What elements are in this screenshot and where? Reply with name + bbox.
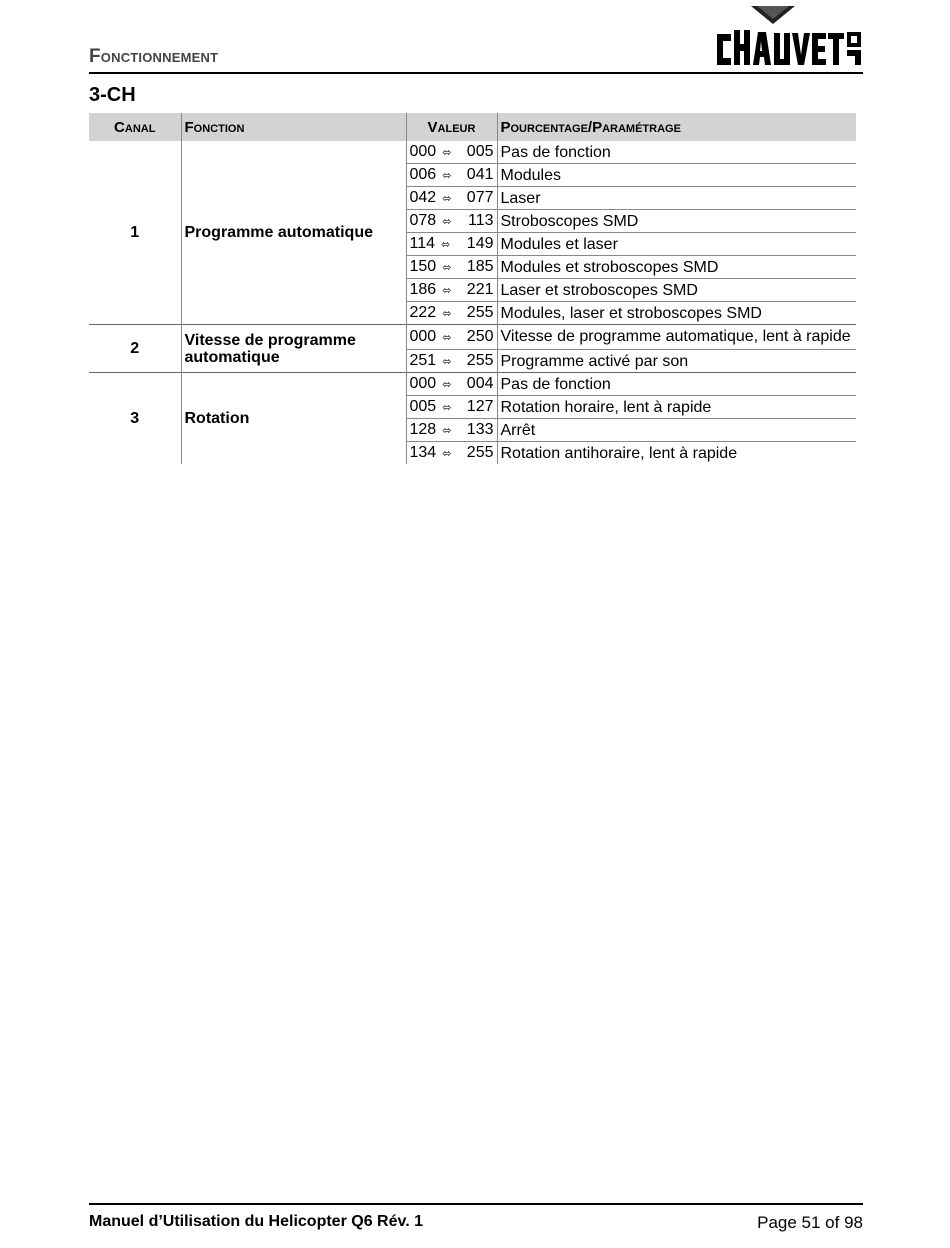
double-arrow-icon: ⬄ — [441, 238, 451, 251]
double-arrow-icon: ⬄ — [442, 307, 452, 320]
value-from: 114 — [409, 234, 436, 252]
table-header-row — [89, 113, 856, 141]
column-header-valeur: Valeur — [406, 113, 497, 141]
channel-number: 2 — [89, 325, 181, 373]
value-range — [406, 233, 497, 256]
double-arrow-icon: ⬄ — [442, 169, 452, 182]
double-arrow-icon: ⬄ — [442, 401, 452, 414]
column-header-canal: Canal — [89, 113, 181, 141]
value-range — [406, 187, 497, 210]
value-to: 255 — [466, 303, 494, 321]
value-range — [406, 164, 497, 187]
subsection-title: 3-CH — [89, 84, 136, 106]
header-rule — [89, 72, 863, 74]
column-header-pourcentage: Pourcentage/Paramétrage — [497, 113, 856, 141]
value-description: Pas de fonction — [497, 141, 856, 164]
value-to: 255 — [466, 351, 494, 369]
value-from: 150 — [409, 257, 437, 275]
channel-function: Rotation — [181, 373, 406, 465]
value-description: Laser et stroboscopes SMD — [497, 279, 856, 302]
page-header — [89, 0, 863, 74]
value-to: 185 — [466, 257, 494, 275]
table-row — [89, 373, 856, 396]
double-arrow-icon: ⬄ — [442, 331, 452, 344]
value-to: 149 — [466, 234, 494, 252]
value-description: Stroboscopes SMD — [497, 210, 856, 233]
double-arrow-icon: ⬄ — [442, 192, 452, 205]
value-from: 000 — [409, 374, 437, 392]
channel-number: 3 — [89, 373, 181, 465]
value-from: 128 — [409, 420, 437, 438]
value-from: 042 — [409, 188, 437, 206]
value-to: 255 — [466, 443, 494, 461]
value-range — [406, 419, 497, 442]
section-title: Fonctionnement — [89, 46, 219, 67]
channel-function: Programme automatique — [181, 141, 406, 325]
value-to: 077 — [466, 188, 494, 206]
value-range — [406, 350, 497, 373]
value-range — [406, 279, 497, 302]
value-description: Modules et laser — [497, 233, 856, 256]
value-range — [406, 302, 497, 325]
value-range — [406, 325, 497, 350]
value-to: 113 — [467, 211, 494, 229]
double-arrow-icon: ⬄ — [442, 284, 452, 297]
double-arrow-icon: ⬄ — [442, 215, 452, 228]
value-from: 000 — [409, 142, 437, 160]
value-description: Modules et stroboscopes SMD — [497, 256, 856, 279]
page-footer — [89, 1203, 863, 1243]
chauvet-dj-logo — [713, 4, 863, 70]
value-range — [406, 396, 497, 419]
value-from: 000 — [409, 327, 437, 345]
value-from: 222 — [409, 303, 437, 321]
value-to: 005 — [466, 142, 494, 160]
value-description: Arrêt — [497, 419, 856, 442]
value-range — [406, 210, 497, 233]
value-from: 005 — [409, 397, 437, 415]
double-arrow-icon: ⬄ — [442, 424, 452, 437]
channel-function: Vitesse de programme automatique — [181, 325, 406, 373]
channel-number: 1 — [130, 224, 140, 241]
value-from: 251 — [409, 351, 437, 369]
value-description: Modules, laser et stroboscopes SMD — [497, 302, 856, 325]
value-from: 078 — [409, 211, 437, 229]
value-to: 133 — [466, 420, 494, 438]
footer-rule — [89, 1203, 863, 1205]
value-description: Laser — [497, 187, 856, 210]
value-description: Programme activé par son — [497, 350, 856, 373]
value-to: 221 — [466, 280, 494, 298]
double-arrow-icon: ⬄ — [442, 378, 452, 391]
value-range — [406, 256, 497, 279]
value-description: Pas de fonction — [497, 373, 856, 396]
value-from: 006 — [409, 165, 437, 183]
value-range — [406, 442, 497, 465]
column-header-fonction: Fonction — [181, 113, 406, 141]
value-from: 134 — [409, 443, 437, 461]
table-row — [89, 325, 856, 350]
double-arrow-icon: ⬄ — [442, 146, 452, 159]
manual-title: Manuel d’Utilisation du Helicopter Q6 Rév. 1 — [89, 1213, 423, 1230]
value-range — [406, 373, 497, 396]
value-to: 004 — [466, 374, 494, 392]
value-range — [406, 141, 497, 164]
value-to: 041 — [466, 165, 494, 183]
value-description: Rotation antihoraire, lent à rapide — [497, 442, 856, 465]
double-arrow-icon: ⬄ — [442, 355, 452, 368]
value-description: Modules — [497, 164, 856, 187]
value-description: Vitesse de programme automatique, lent à rapide — [497, 325, 856, 350]
table-row — [89, 141, 856, 164]
value-to: 250 — [466, 327, 494, 345]
double-arrow-icon: ⬄ — [442, 447, 452, 460]
value-description: Rotation horaire, lent à rapide — [497, 396, 856, 419]
double-arrow-icon: ⬄ — [442, 261, 452, 274]
dmx-channel-table — [89, 113, 856, 464]
page-number: Page 51 of 98 — [757, 1213, 863, 1232]
value-from: 186 — [409, 280, 437, 298]
value-to: 127 — [466, 397, 494, 415]
